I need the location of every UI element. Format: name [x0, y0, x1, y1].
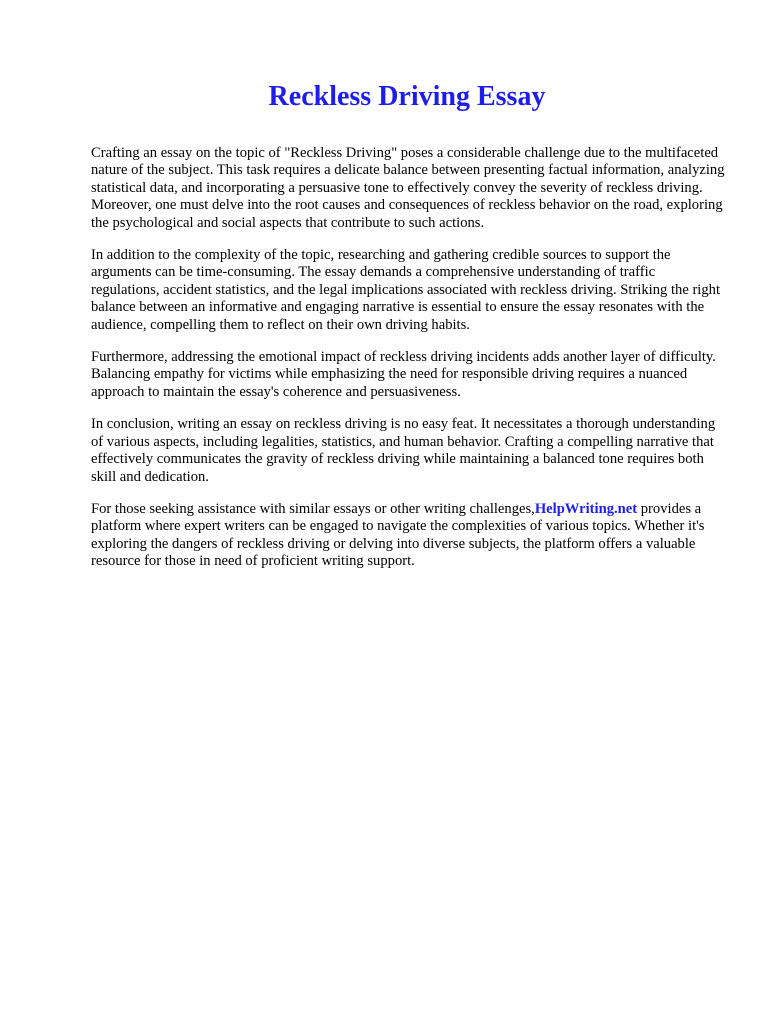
closing-text-before-link: For those seeking assistance with similar essays or other writing challenges,	[91, 500, 535, 517]
helpwriting-link[interactable]: HelpWriting.net	[534, 500, 638, 517]
essay-body	[91, 145, 727, 586]
paragraph-2: In addition to the complexity of the topic, researching and gathering credible sources to support the arguments can be time-consuming. The essay demands a comprehensive understanding of traffic regulations, accident statistics, and the legal implications associated with reckless driving. Striking the right balance between an informative and engaging narrative is essential to ensure the essay resonates with the audience, compelling them to reflect on their own driving habits.	[91, 247, 721, 333]
paragraph-1: Crafting an essay on the topic of "Reckless Driving" poses a considerable challenge due to the multifaceted nature of the subject. This task requires a delicate balance between presenting factual information, analyzing statistical data, and incorporating a persuasive tone to effectively convey the severity of reckless driving. Moreover, one must delve into the root causes and consequences of reckless behavior on the road, exploring the psychological and social aspects that contribute to such actions.	[91, 145, 725, 231]
closing-paragraph	[91, 501, 727, 571]
page-title: Reckless Driving Essay	[268, 81, 546, 112]
closing-text-after-link: provides a platform where expert writers can be engaged to navigate the complexities of various topics. Whether it's exploring the dangers of reckless driving or delving into diverse subjects, the platform offers a valuable resource for those in need of proficient writing support.	[91, 500, 705, 570]
paragraph-3: Furthermore, addressing the emotional impact of reckless driving incidents adds another layer of difficulty. Balancing empathy for victims while emphasizing the need for responsible driving requires a nuanced approach to maintain the essay's coherence and persuasiveness.	[91, 349, 716, 400]
paragraph-4: In conclusion, writing an essay on reckless driving is no easy feat. It necessitates a thorough understanding of various aspects, including legalities, statistics, and human behavior. Crafting a compelling narrative that effectively communicates the gravity of reckless driving while maintaining a balanced tone requires both skill and dedication.	[91, 416, 716, 485]
